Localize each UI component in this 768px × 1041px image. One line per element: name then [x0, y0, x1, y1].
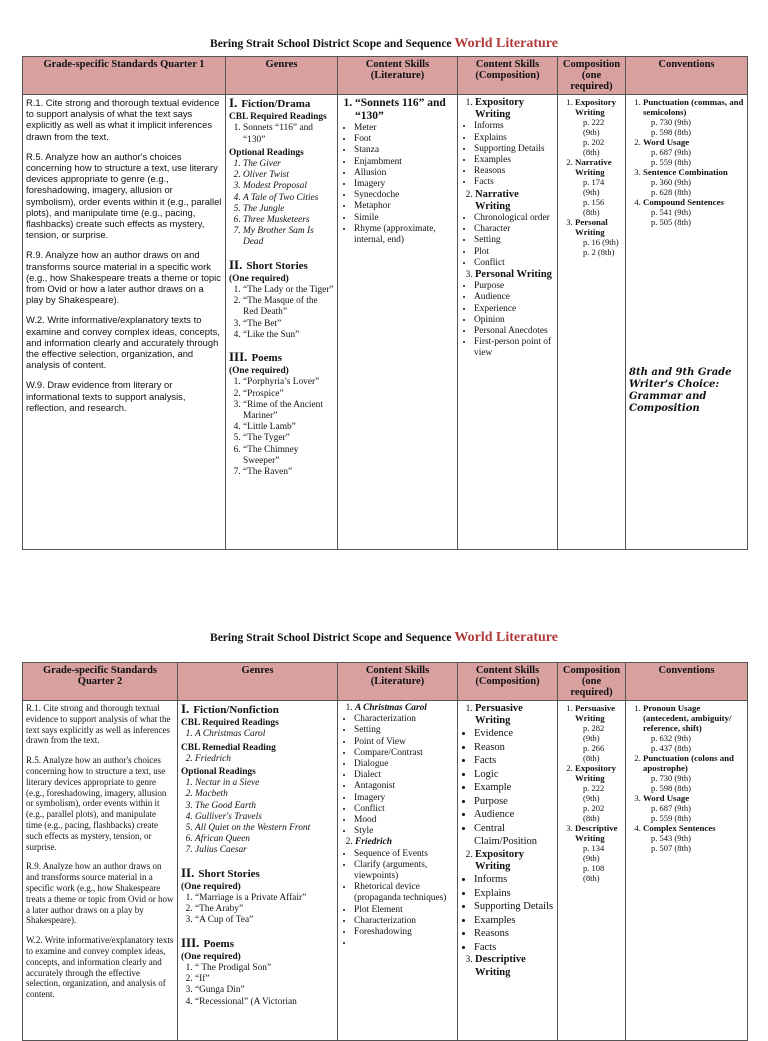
- list-item: • Example: [474, 781, 554, 795]
- page-ref: p. 360 (9th): [651, 177, 691, 187]
- comp-items: [461, 281, 554, 359]
- comp-group-title: Expository Writing: [475, 848, 525, 873]
- col-header-genres: Genres: [178, 663, 338, 701]
- list-item: 4. “Like the Sun”: [243, 330, 334, 341]
- list-item: 5. The Jungle: [243, 204, 334, 215]
- remedial-list: [181, 754, 334, 765]
- page-ref: p. 687 (9th): [651, 147, 691, 157]
- genre-section-poems: III. Poems: [181, 934, 234, 950]
- list-item: • Reasons: [474, 927, 554, 941]
- table-row: [23, 701, 748, 1041]
- convention-title: Sentence Combination: [643, 167, 728, 177]
- short-stories-list: [181, 893, 334, 927]
- standard-r1: R.1. Cite strong and thorough textual evidence to support analysis of what the text says explicitly as well as what it implicit inferences drawn from the text.: [26, 97, 220, 142]
- standard-w2: W.2. Write informative/explanatory texts to examine and convey complex ideas, concepts, and information clearly and accurately through the effective selection, organization, and analysis of content.: [26, 935, 174, 1000]
- list-item: 3. “Gunga Din”: [195, 985, 334, 996]
- list-item: 3. “Rime of the Ancient Mariner”: [243, 400, 334, 422]
- page-ref: p. 505 (8th): [651, 217, 691, 227]
- list-item: 5. “The Tyger”: [243, 433, 334, 444]
- list-item: 2. Macbeth: [195, 789, 334, 800]
- convention-item: [643, 753, 744, 793]
- list-item: 2. “If”: [195, 974, 334, 985]
- page-ref: p. 598 (8th): [651, 127, 691, 137]
- comp-group: [475, 97, 554, 189]
- list-item: 1. “Marriage is a Private Affair”: [195, 893, 334, 904]
- page-ref: p. 16 (9th): [583, 237, 619, 247]
- list-item: 6. African Queen: [195, 834, 334, 845]
- col-header-genres: Genres: [226, 57, 338, 95]
- list-item: • Informs: [474, 873, 554, 887]
- composition-list: [561, 703, 622, 883]
- composition-cell: [558, 95, 626, 550]
- convention-item: [643, 137, 744, 167]
- poems-list: [181, 963, 334, 1008]
- list-item: • Allusion: [354, 168, 454, 179]
- col-header-standards: Grade-specific Standards Quarter 1: [23, 57, 226, 95]
- list-item: • Examples: [474, 155, 554, 166]
- page-title-q2: [0, 630, 768, 646]
- list-item: • Imagery: [354, 179, 454, 190]
- textbook-note: 8th and 9th Grade Writer's Choice: Grammar and Composition: [629, 367, 732, 414]
- composition-title: Descriptive Writing: [575, 823, 618, 843]
- comp-group: [475, 849, 554, 954]
- cbl-label: CBL Required Readings: [229, 112, 327, 123]
- lit-group: [355, 703, 454, 837]
- cbl-list: [181, 729, 334, 740]
- list-item: 1. Sonnets “116” and “130”: [243, 123, 334, 145]
- comp-items: [461, 121, 554, 188]
- genres-cell: [226, 95, 338, 550]
- page-ref: p. 559 (8th): [651, 813, 691, 823]
- doc-title: Bering Strait School District Scope and Sequence: [210, 632, 452, 644]
- page-ref: p. 156 (8th): [583, 197, 605, 217]
- page-ref: p. 437 (8th): [651, 743, 691, 753]
- composition-title: Narrative Writing: [575, 157, 612, 177]
- standard-r5: R.5. Analyze how an author's choices concerning how to structure a text, use literary devices appropriate to genre (e.g., foreshadowing, imagery, allusion or symbolism), order events within it (e.g., parallel plots), and manipulate time (e.g., pacing, flashbacks) create such effects as mystery, tension, or surprise.: [26, 150, 222, 241]
- page-ref: p. 2 (8th): [583, 247, 615, 257]
- list-item: 3. Modest Proposal: [243, 181, 334, 192]
- list-item: • Synecdoche: [354, 190, 454, 201]
- list-item: 7. Julius Caesar: [195, 845, 334, 856]
- list-item: • Central Claim/Position: [474, 822, 554, 849]
- short-stories-list: [229, 285, 334, 341]
- page-ref: p. 543 (9th): [651, 833, 691, 843]
- list-item: • Meter: [354, 123, 454, 134]
- comp-items: [461, 727, 554, 849]
- comp-group-title: Narrative Writing: [475, 188, 519, 212]
- comp-group: [475, 269, 554, 360]
- standard-w2: W.2. Write informative/explanatory texts to examine and convey complex ideas, concepts, and information clearly and accurately through the effective selection, organization, and analysis of content.: [26, 314, 220, 371]
- col-header-standards: Grade-specific Standards Quarter 2: [23, 663, 178, 701]
- list-item: 1. “ The Prodigal Son”: [195, 963, 334, 974]
- lit-heading-list: [341, 97, 454, 123]
- list-item: • Characterization: [354, 916, 454, 927]
- list-item: 6. Three Musketeers: [243, 215, 334, 226]
- list-item: • Supporting Details: [474, 144, 554, 155]
- list-item: • Examples: [474, 914, 554, 928]
- convention-item: [643, 823, 744, 853]
- page-ref: p. 598 (8th): [651, 783, 691, 793]
- list-item: • Logic: [474, 768, 554, 782]
- list-item: • Evidence: [474, 727, 554, 741]
- list-item: 2. Friedrich: [195, 754, 334, 765]
- required-note: (One required): [229, 273, 289, 284]
- convention-title: Word Usage: [643, 793, 690, 803]
- list-item: • Informs: [474, 121, 554, 132]
- col-header-content-comp: Content Skills (Composition): [458, 663, 558, 701]
- page-title-q1: [0, 36, 768, 52]
- page-ref: p. 632 (9th): [651, 733, 691, 743]
- list-item: • Reasons: [474, 166, 554, 177]
- list-item: • Audience: [474, 808, 554, 822]
- standard-r9: R.9. Analyze how an author draws on and transforms source material in a specific work (e.g., how Shakespeare treats a theme or topic from Ovid or how a later author draws on a play by Shakespeare).: [26, 249, 221, 306]
- col-header-composition: Composition (one required): [558, 57, 626, 95]
- content-lit-cell: [338, 95, 458, 550]
- list-item: • Rhyme (approximate, internal, end): [354, 224, 454, 246]
- composition-item: [575, 703, 622, 763]
- list-item: • Character: [474, 224, 554, 235]
- comp-group-list: [461, 703, 554, 979]
- composition-item: [575, 97, 622, 157]
- composition-title: Personal Writing: [575, 217, 608, 237]
- comp-group: [475, 189, 554, 269]
- page-ref: p. 541 (9th): [651, 207, 691, 217]
- lit-heading: 1. “Sonnets 116” and “130”: [355, 97, 454, 123]
- composition-item: [575, 157, 622, 217]
- list-item: 2. Oliver Twist: [243, 170, 334, 181]
- list-item: • Dialogue: [354, 759, 454, 770]
- page-ref: p. 174 (9th): [583, 177, 605, 197]
- convention-item: [643, 167, 744, 197]
- poems-list: [229, 377, 334, 478]
- convention-title: Punctuation (commas, and semicolons): [643, 97, 744, 117]
- table-row: [23, 95, 748, 550]
- convention-title: Punctuation (colons and apostrophe): [643, 753, 734, 773]
- list-item: • Sequence of Events: [354, 849, 454, 860]
- lit-group: [355, 837, 454, 949]
- genre-section-fiction: I. Fiction/Nonfiction: [181, 701, 279, 716]
- composition-title: Expository Writing: [575, 97, 617, 117]
- list-item: • Clarify (arguments, viewpoints): [354, 860, 454, 882]
- comp-group-title: Personal Writing: [475, 269, 552, 281]
- convention-title: Pronoun Usage (antecedent, ambiguity/ reference, shift): [643, 703, 732, 733]
- content-lit-cell: [338, 701, 458, 1041]
- scope-table-q2: [22, 662, 748, 1041]
- list-item: • Enjambment: [354, 157, 454, 168]
- page-ref: p. 222 (9th): [583, 783, 605, 803]
- composition-title: Persuasive Writing: [575, 703, 616, 723]
- content-comp-cell: [458, 95, 558, 550]
- list-item: 4. A Tale of Two Cities: [243, 193, 334, 204]
- page-ref: p. 507 (8th): [651, 843, 691, 853]
- required-note: (One required): [181, 881, 241, 892]
- composition-item: [575, 217, 622, 257]
- lit-heading: A Christmas Carol: [355, 703, 427, 713]
- convention-item: [643, 197, 744, 227]
- list-item: • Explains: [474, 133, 554, 144]
- col-header-content-lit: Content Skills (Literature): [338, 57, 458, 95]
- standards-cell: [23, 95, 226, 550]
- page-ref: p. 687 (9th): [651, 803, 691, 813]
- conventions-list: [629, 97, 744, 227]
- col-header-content-lit: Content Skills (Literature): [338, 663, 458, 701]
- list-item: • Experience: [474, 304, 554, 315]
- genre-section-poems: III. Poems: [229, 349, 282, 365]
- lit-group-list: [341, 703, 454, 949]
- standard-r9: R.9. Analyze how an author draws on and transforms source material in a specific work (e.g., how Shakespeare treats a theme or topic from Ovid or how a later author draws on a play by Shakespeare).: [26, 861, 174, 926]
- composition-title: Expository Writing: [575, 763, 617, 783]
- composition-item: [575, 823, 622, 883]
- col-header-conventions: Conventions: [626, 663, 748, 701]
- list-item: • Style: [354, 826, 454, 837]
- genre-section-fiction: I. Fiction/Drama: [229, 95, 311, 110]
- required-note: (One required): [181, 951, 241, 962]
- list-item: 3. “The Bet”: [243, 319, 334, 330]
- list-item: • Facts: [474, 177, 554, 188]
- list-item: • Simile: [354, 213, 454, 224]
- list-item: 3. “A Cup of Tea”: [195, 915, 334, 926]
- cbl-label: CBL Required Readings: [181, 718, 279, 729]
- lit-heading: Friedrich: [355, 837, 392, 848]
- convention-item: [643, 97, 744, 137]
- comp-group-title: Descriptive Writing: [475, 954, 526, 978]
- list-item: • Setting: [354, 725, 454, 736]
- comp-group: [475, 703, 554, 849]
- page-ref: p. 134 (9th): [583, 843, 605, 863]
- list-item: • Purpose: [474, 795, 554, 809]
- composition-list: [561, 97, 622, 257]
- list-item: 5. All Quiet on the Western Front: [195, 823, 334, 834]
- comp-items: [461, 213, 554, 269]
- scope-table-q1: [22, 56, 748, 550]
- lit-items: [341, 714, 454, 837]
- list-item: • Chronological order: [474, 213, 554, 224]
- composition-item: [575, 763, 622, 823]
- list-item: • Explains: [474, 887, 554, 901]
- page-ref: p. 266 (8th): [583, 743, 605, 763]
- list-item: 6. “The Chimney Sweeper”: [243, 445, 334, 467]
- page-ref: p. 730 (9th): [651, 117, 691, 127]
- list-item: • Facts: [474, 941, 554, 955]
- list-item: 7. “The Raven”: [243, 467, 334, 478]
- cbl-list: [229, 123, 334, 145]
- optional-list: [181, 778, 334, 856]
- composition-cell: [558, 701, 626, 1041]
- genre-section-short-stories: II. Short Stories: [181, 864, 260, 880]
- standards-cell: [23, 701, 178, 1041]
- list-item: • Opinion: [474, 315, 554, 326]
- list-item: • Compare/Contrast: [354, 748, 454, 759]
- standard-r1: R.1. Cite strong and thorough textual evidence to support analysis of what the text says explicitly as well as inferences drawn from the text.: [26, 703, 171, 746]
- convention-item: [643, 793, 744, 823]
- list-item: [354, 938, 454, 949]
- list-item: 7. My Brother Sam Is Dead: [243, 226, 334, 248]
- list-item: • Conflict: [474, 258, 554, 269]
- list-item: 2. “The Araby”: [195, 904, 334, 915]
- conventions-cell: [626, 95, 748, 550]
- list-item: • Antagonist: [354, 781, 454, 792]
- page-ref: p. 559 (8th): [651, 157, 691, 167]
- lit-skills-list: [341, 123, 454, 246]
- list-item: • Conflict: [354, 804, 454, 815]
- convention-item: [643, 703, 744, 753]
- list-item: • Rhetorical device (propaganda techniques): [354, 882, 454, 904]
- standard-r5: R.5. Analyze how an author's choices concerning how to structure a text, use literary devices appropriate to genre (e.g., foreshadowing, imagery, allusion or symbolism), order events within it (e.g., parallel plots), and manipulate time (e.g., pacing, flashbacks) create such effects as mystery, tension, or surprise.: [26, 755, 167, 852]
- list-item: • Personal Anecdotes: [474, 326, 554, 337]
- list-item: 1. A Christmas Carol: [195, 729, 334, 740]
- list-item: • First-person point of view: [474, 337, 554, 359]
- remedial-label: CBL Remedial Reading: [181, 742, 276, 753]
- table-header-row: [23, 57, 748, 95]
- comp-group-title: Persuasive Writing: [475, 703, 523, 727]
- comp-items: [461, 873, 554, 954]
- page-ref: p. 222 (9th): [583, 117, 605, 137]
- list-item: 2. “The Masque of the Red Death”: [243, 296, 334, 318]
- doc-subject: World Literature: [454, 36, 558, 51]
- doc-subject: World Literature: [454, 630, 558, 645]
- list-item: • Purpose: [474, 281, 554, 292]
- list-item: 1. “Porphyria’s Lover”: [243, 377, 334, 388]
- required-note: (One required): [229, 366, 289, 377]
- table-header-row: [23, 663, 748, 701]
- list-item: • Imagery: [354, 793, 454, 804]
- list-item: • Audience: [474, 292, 554, 303]
- genres-cell: [178, 701, 338, 1041]
- list-item: 3. The Good Earth: [195, 801, 334, 812]
- doc-title: Bering Strait School District Scope and Sequence: [210, 38, 452, 50]
- list-item: • Facts: [474, 754, 554, 768]
- standard-w9: W.9. Draw evidence from literary or informational texts to support analysis, reflection, and research.: [26, 379, 186, 413]
- optional-list: [229, 159, 334, 249]
- genre-section-short-stories: II. Short Stories: [229, 256, 308, 272]
- list-item: • Plot: [474, 247, 554, 258]
- convention-title: Word Usage: [643, 137, 690, 147]
- list-item: • Plot Element: [354, 905, 454, 916]
- conventions-list: [629, 703, 744, 853]
- page-ref: p. 628 (8th): [651, 187, 691, 197]
- content-comp-cell: [458, 701, 558, 1041]
- convention-title: Compound Sentences: [643, 197, 724, 207]
- col-header-content-comp: Content Skills (Composition): [458, 57, 558, 95]
- conventions-cell: [626, 701, 748, 1041]
- list-item: • Stanza: [354, 145, 454, 156]
- comp-group-list: [461, 97, 554, 360]
- list-item: • Reason: [474, 741, 554, 755]
- list-item: • Characterization: [354, 714, 454, 725]
- list-item: • Dialect: [354, 770, 454, 781]
- list-item: • Supporting Details: [474, 900, 554, 914]
- comp-group: [475, 954, 554, 978]
- list-item: 1. Nectar in a Sieve: [195, 778, 334, 789]
- optional-label: Optional Readings: [181, 767, 256, 778]
- col-header-conventions: Conventions: [626, 57, 748, 95]
- page-ref: p. 730 (9th): [651, 773, 691, 783]
- col-header-composition: Composition (one required): [558, 663, 626, 701]
- list-item: 4. Gulliver's Travels: [195, 812, 334, 823]
- page-ref: p. 202 (8th): [583, 137, 605, 157]
- comp-group-title: Expository Writing: [475, 97, 525, 121]
- list-item: 1. The Giver: [243, 159, 334, 170]
- page-ref: p. 282 (9th): [583, 723, 605, 743]
- list-item: 2. “Prospice”: [243, 389, 334, 400]
- list-item: 4. “Recessional” (A Victorian: [195, 997, 334, 1008]
- optional-label: Optional Readings: [229, 147, 304, 158]
- list-item: • Setting: [474, 235, 554, 246]
- page-ref: p. 202 (8th): [583, 803, 605, 823]
- page-ref: p. 108 (8th): [583, 863, 605, 883]
- list-item: • Foot: [354, 134, 454, 145]
- lit-items: [341, 849, 454, 950]
- list-item: 4. “Little Lamb”: [243, 422, 334, 433]
- list-item: • Metaphor: [354, 201, 454, 212]
- list-item: • Point of View: [354, 737, 454, 748]
- list-item: 1. “The Lady or the Tiger”: [243, 285, 334, 296]
- list-item: • Mood: [354, 815, 454, 826]
- convention-title: Complex Sentences: [643, 823, 716, 833]
- list-item: • Foreshadowing: [354, 927, 454, 938]
